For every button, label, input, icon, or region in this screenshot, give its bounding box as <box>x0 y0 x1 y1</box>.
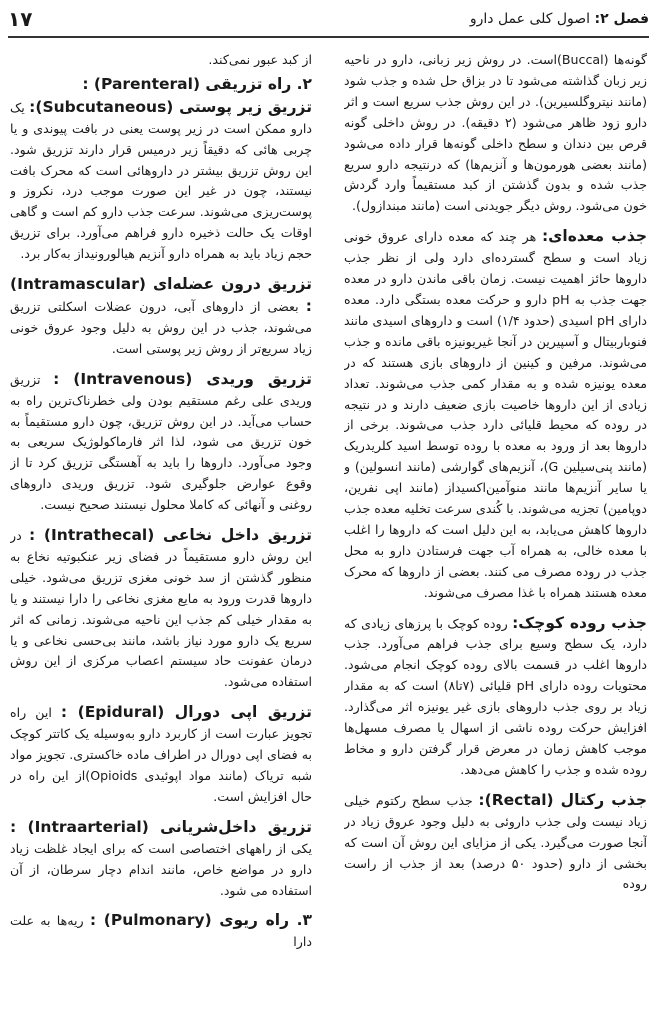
liver-continuation: از کبد عبور نمی‌کند. <box>208 52 312 67</box>
intramuscular-text: بعضی از داروهای آبی، درون عضلات اسکلتی تزریق می‌شوند، جذب در این روش به دلیل وجود عروق خونی زیاد سریع‌تر از روش زیر پوستی است. <box>10 298 312 356</box>
subcutaneous-heading: تزریق زیر پوستی (Subcutaneous): <box>29 97 312 116</box>
right-column <box>344 50 647 1018</box>
pulmonary-heading: ۳. راه ریوی (Pulmonary) : <box>89 911 312 930</box>
intravenous-heading: تزریق وریدی (Intravenous) : <box>53 369 312 388</box>
header-divider <box>8 36 649 38</box>
small-intestine-text: روده کوچک با پرزهای زیادی که دارد، یک سطح وسیع برای جذب فراهم می‌آورد. جذب داروها اغلب در قسمت بالای روده کوچک انجام می‌شود. محتویات روده دارای pH قلیائی (۷تا۸) است که به مقدار زیاد بر روی جذب داروهای بازی غیر یونیزه اثر می‌گذارد. افزایش حرکت روده ناشی از اسهال یا مصرف مسهل‌ها موجب کاهش زمان در معرض قرار گرفتن دارو و مخاط روده شده و جذب را کاهش می‌دهد. <box>344 615 647 777</box>
pulmonary-text: ریه‌ها به علت دارا <box>10 913 312 950</box>
rectal-text: جذب سطح رکتوم خیلی زیاد نیست ولی جذب داروئی به دلیل وجود عروق زیاد در آنجا صورت می‌گیرد. یکی از مزایای این روش آن است که بخشی از دارو (حدود ۵۰ درصد) بعد از جذب از راست روده <box>344 792 647 892</box>
stomach-text: هر چند که معده دارای عروق خونی زیاد است و سطح گسترده‌ای دارد ولی از نظر جذب داروها حائز اهمیت نیست. زمان باقی ماندن دارو در معده جهت جذب به pH دارو و حرکت معده بستگی دارد. معده دارای pH اسیدی (حدود ۱/۴) است و داروهای اسیدی مانند فنوباربیتال و آسپیرین در آنجا غیریونیزه باقی مانده و جذب می‌شوند. مرفین و کینین از داروهای بازی هستند که در معده یونیزه شده و به مقدار کمی جذب می‌شوند. تعداد زیادی از این داروها خاصیت بازی ضعیف دارند و در نتیجه در روده که محیط قلیائی دارد جذب می‌شوند. برخی از داروها بعد از ورود به معده با روده توسط اسید کلریدریک (مانند پنی‌سیلین G)، آنزیم‌های گوارشی (مانند انسولین) و یا سایر آنزیم‌ها مانند منوآمین‌اکسیداز (مانند اپی نفرین، دوپامین) تجزیه می‌شوند. با کُندی سرعت تخلیه معده جذب داروها کاهش می‌یابد، به این دلیل است که داروها را اغلب با معده خالی، به همراه آب جهت فرستادن دارو به محل جذب در روده مصرف می کنند. بعضی از داروها که محرک معده هستند همراه با غذا مصرف می‌شوند. <box>344 229 647 600</box>
epidural-text: این راه تجویز عبارت است از کاربرد دارو به‌وسیله یک کاتتر کوچک به فضای اپی دورال در اطراف ماده خاکستری. تجویز مواد شبه تریاک (مانند مواد اپوئیدی Opioids)از این راه در حال افزایش است. <box>10 705 312 804</box>
intramuscular-paragraph <box>10 274 312 360</box>
small-intestine-heading: جذب روده کوچک: <box>512 613 647 632</box>
chapter-heading <box>470 11 649 27</box>
intravenous-text: تزریق وریدی علی رغم مستقیم بودن ولی خطرناک‌ترین راه به حساب می‌آید. در این روش تزریق، چون دارو مستقیماً به خون تزریق می شود، لذا اثر فارماکولوژیک سریعی به وجود می‌آورد. داروها را باید به آهستگی تزریق کرد تا از وقوع عوارض جلوگیری شود. تزریق وریدی داروهای روغنی و آنهائی که کاملا محلول نیستند صحیح نیست. <box>10 371 312 513</box>
epidural-heading: تزریق اپی دورال (Epidural) : <box>60 703 312 722</box>
rectal-heading: جذب رکتال (Rectal): <box>478 790 647 809</box>
intrathecal-paragraph <box>10 525 312 693</box>
chapter-title: اصول کلی عمل دارو <box>469 11 591 27</box>
rectal-paragraph <box>344 790 647 896</box>
buccal-paragraph: گونه‌ها (Buccal)است. در روش زیر زبانی، دارو در ناحیه زیر زبان گذاشته می‌شود تا در بزاق حل شده و جذب شود (مانند نیتروگلسیرین). در این روش جذب سریع است و اثر دارو زود ظاهر می‌شود (۲ دقیقه). در روش داخلی گونه قرص بین دندان و سطح داخلی گونه‌ها قرار داده می‌شود (مانند بعضی هورمون‌ها و آنزیم‌ها) که درنتیجه دارو سریع جذب شده و بدون گذشتن از کبد مستقیماً وارد گردش خون می‌شود. روش دیگر جویدنی است (مانند مبندازول). <box>344 52 647 214</box>
left-column <box>10 50 312 1018</box>
intramuscular-heading: تزریق درون عضله‌ای (Intramascular) : <box>10 275 312 315</box>
parenteral-heading: ۲. راه تزریقی (Parenteral) : <box>82 74 312 93</box>
stomach-paragraph <box>344 226 647 603</box>
subcutaneous-text: یک دارو ممکن است در زیر پوست یعنی در بافت پیوندی و یا چربی هائی که دقیقاً زیر درمیس قرار دارند تزریق شود. این روش تزریق بیشتر در داروهائی است که محرک بافت نیستند، چون در غیر این صورت موجب درد، نکروز و پوست‌ریزی می‌شوند. سرعت جذب دارو کم است و گاهی اوقات یک حالت ذخیره دارو فراهم می‌آورد. برای تزریق حجم زیاد باید به همراه دارو آنزیم هیالورونیداز به‌کار برد. <box>10 99 312 262</box>
intraarterial-text: یکی از راههای اختصاصی است که برای ایجاد غلظت زیاد دارو در مواضع خاص، مانند اندام دچار سرطان، از آن استفاده می شود. <box>10 840 312 898</box>
subcutaneous-paragraph <box>10 97 312 265</box>
intravenous-paragraph <box>10 369 312 516</box>
intraarterial-paragraph <box>10 817 312 902</box>
chapter-label: فصل ۲: <box>594 11 649 27</box>
stomach-heading: جذب معده‌ای: <box>541 227 647 246</box>
epidural-paragraph <box>10 702 312 808</box>
intrathecal-text: در این روش دارو مستقیماً در فضای زیر عنکبوتیه نخاع به منظور گذشتن از سد خونی مغزی تزریق می‌شود. خیلی داروها قدرت ورود به مایع مغزی نخاعی را دارا نیستند و یا به مقدار خیلی کم جذب این ناحیه می‌شوند. زمانی که اثر سریع یک دارو مورد نیاز باشد، مانند بی‌حسی نخاعی و یا درمان عفونت حاد سیستم اعصاب مرکزی از این روش استفاده می‌شود. <box>10 528 312 690</box>
intraarterial-heading: تزریق داخل‌شریانی (Intraarterial) : <box>10 817 312 836</box>
page-number: ۱۷ <box>8 7 33 31</box>
pulmonary-paragraph <box>10 910 312 953</box>
page-header <box>8 4 649 34</box>
intrathecal-heading: تزریق داخل نخاعی (Intrathecal) : <box>29 526 312 545</box>
small-intestine-paragraph <box>344 613 647 781</box>
